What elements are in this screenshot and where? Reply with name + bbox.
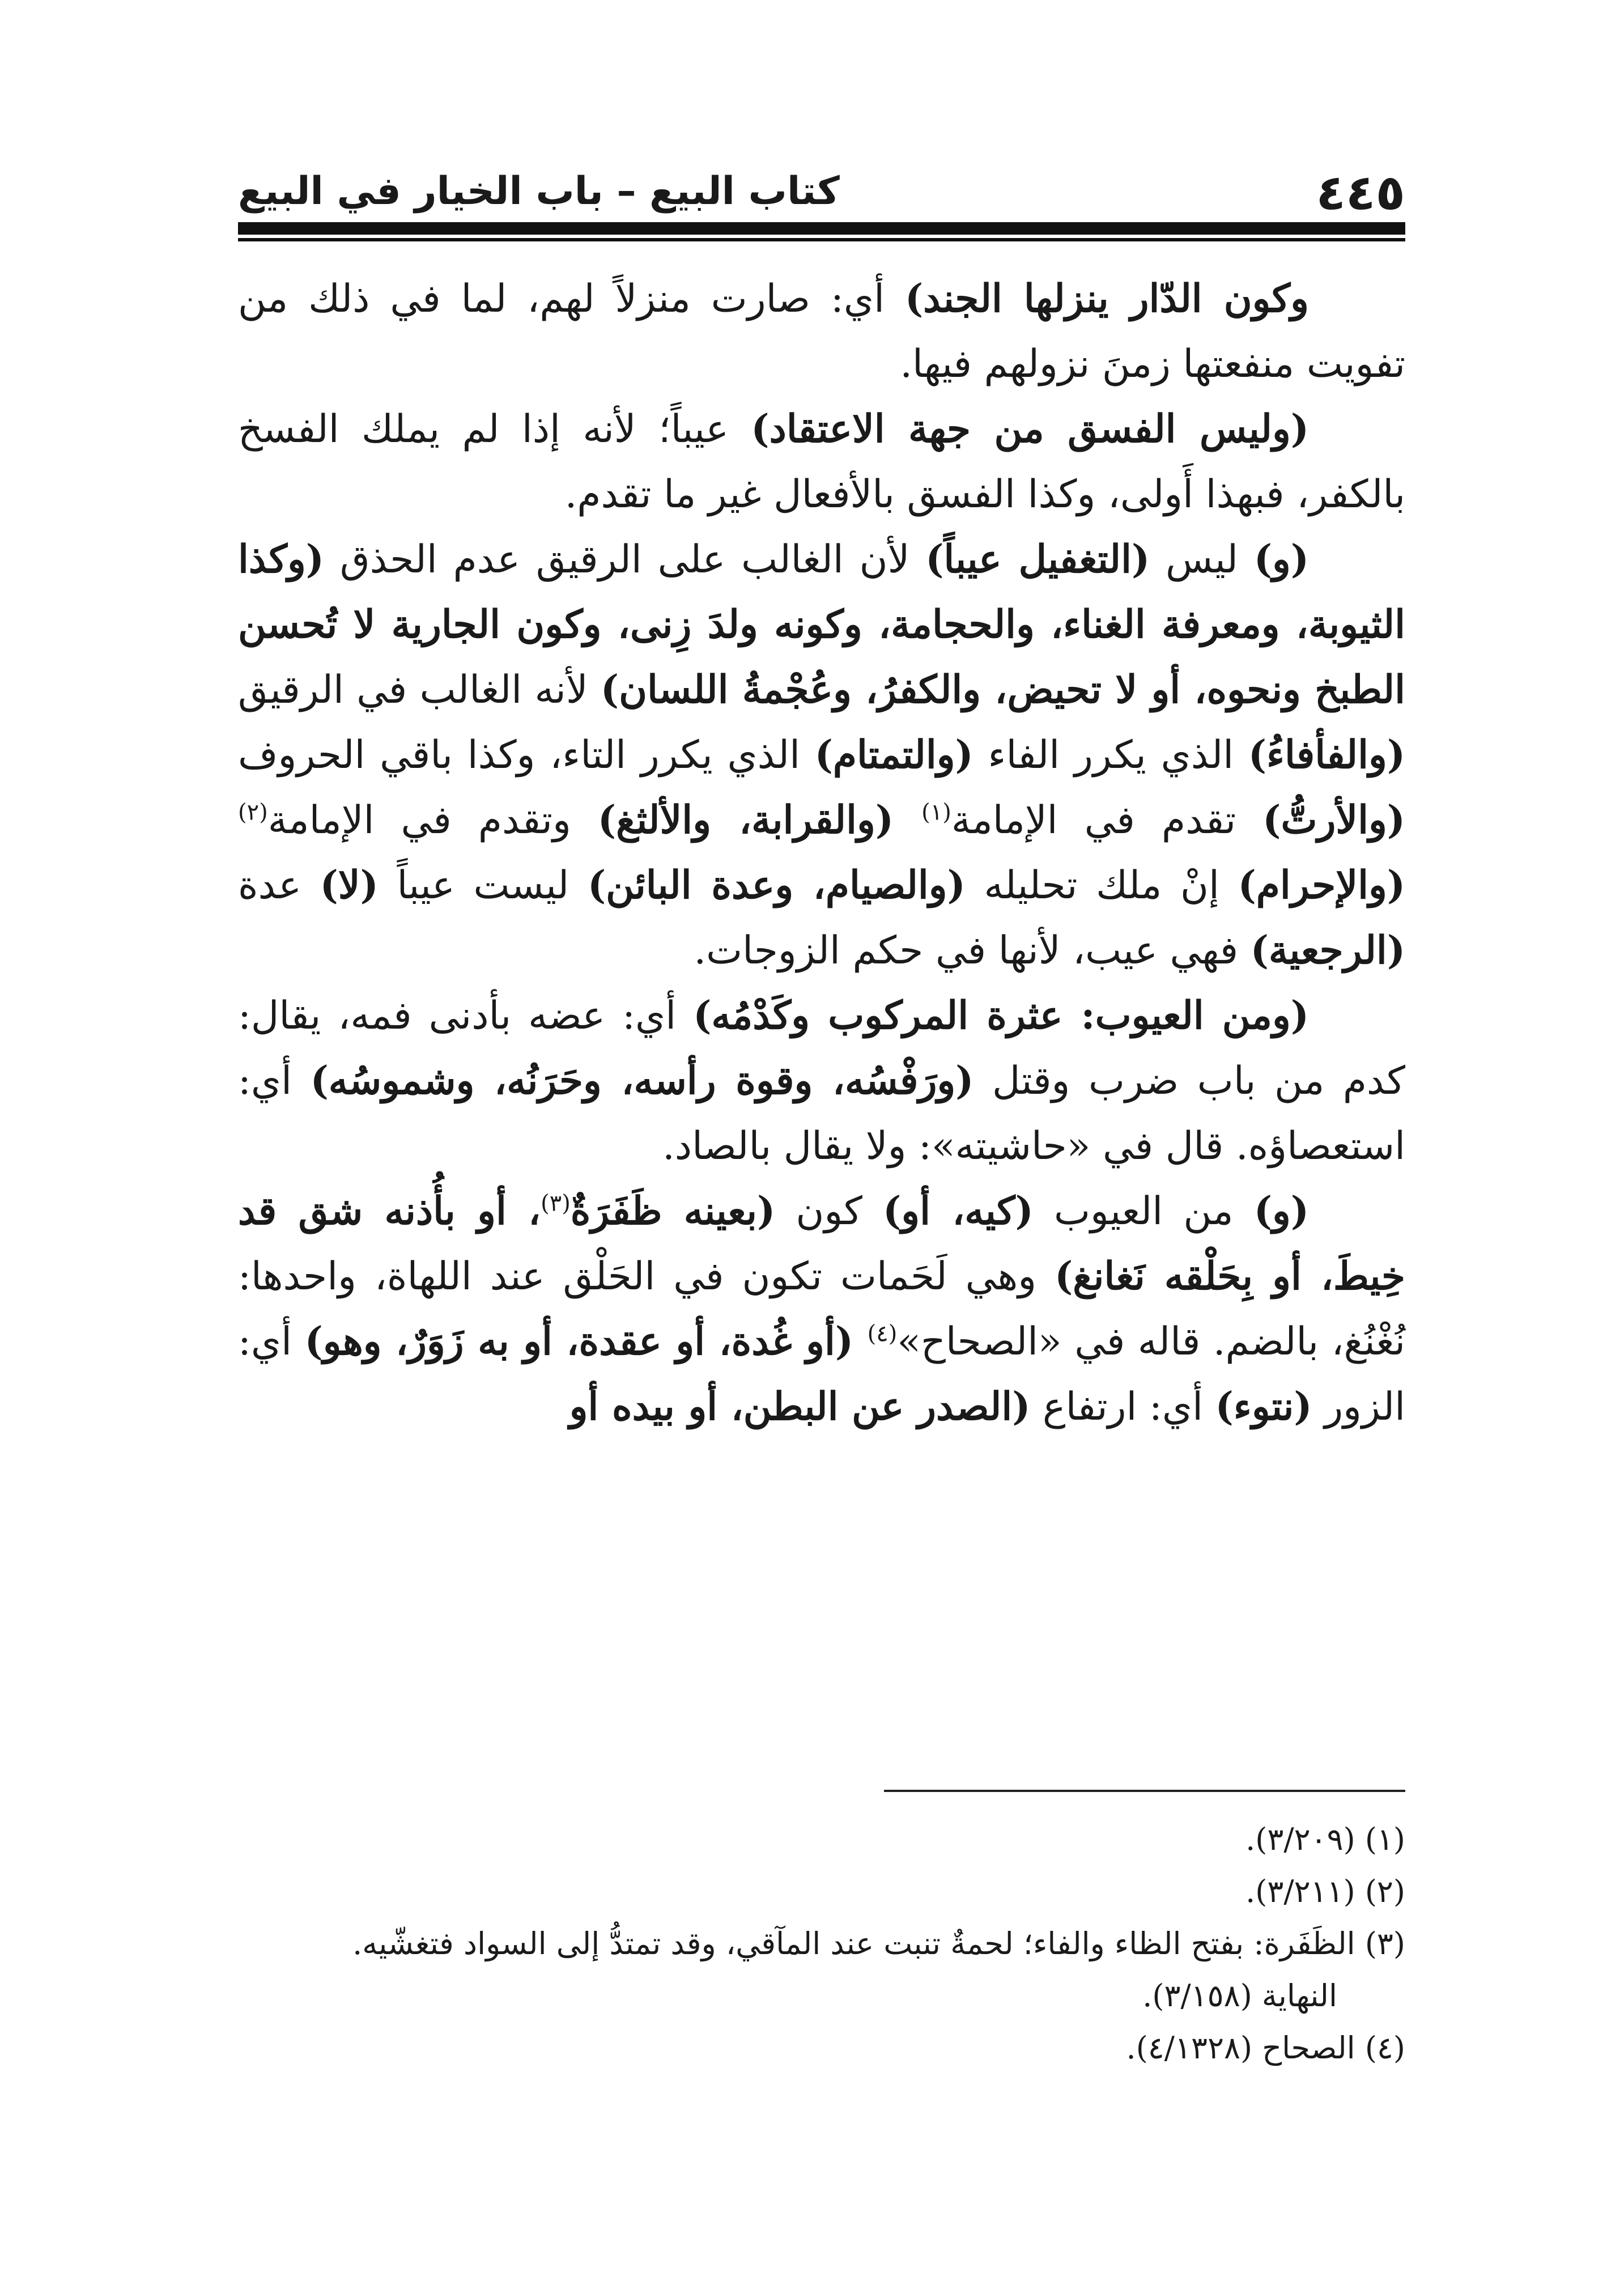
bold-phrase: (لا) — [320, 863, 379, 908]
paragraph-5 — [238, 1179, 1405, 1440]
bold-phrase: (أو غُدة، أو عقدة، أو به زَوَرٌ، وهو) — [304, 1319, 868, 1364]
paragraph-4 — [238, 983, 1405, 1179]
text-run: أي: استعصاؤه. قال في «حاشيته»: ولا يقال بالصاد. — [238, 1059, 1405, 1169]
text-run: أي: الزور — [238, 1319, 1405, 1429]
text-run: وتقدم في الإمامة — [267, 798, 598, 843]
bold-phrase: (والصيام، وعدة البائن) — [587, 863, 966, 908]
footnote-ref: (٤) — [867, 1320, 898, 1347]
bold-phrase: (بعينه ظَفَرَةٌ — [570, 1188, 776, 1234]
text-run: ليست عيباً — [378, 863, 588, 908]
bold-phrase: (والفأفاءُ) — [1248, 732, 1405, 778]
footnote-3: (٣) الظَفَرة: بفتح الظاء والفاء؛ لحمةٌ تنبت عند المآقي، وقد تمتدُّ إلى السواد فتغشّيه. — [352, 1926, 1405, 1961]
page-number: ٤٤٥ — [1316, 164, 1405, 221]
footnote-2: (٢) (٣/٢١١). — [1245, 1874, 1405, 1909]
header-rule-thick — [238, 222, 1405, 235]
text-run: لأنه الغالب في الرقيق — [238, 668, 601, 712]
bold-phrase: (و) — [1253, 537, 1310, 582]
text-run: أي: صارت منزلاً لهم، لما في ذلك من تفويت منفعتها زمنَ نزولهم فيها. — [238, 277, 1405, 387]
text-run: أي: عضه بأدنى فمه، يقال: كدم من باب ضرب وقتل — [238, 993, 1405, 1103]
bold-phrase: (الرجعية) — [1250, 928, 1405, 973]
text-run: كون — [775, 1189, 883, 1234]
text-run: فهي عيب، لأنها في حكم الزوجات. — [694, 928, 1251, 973]
text-run: ليس — [1150, 537, 1254, 582]
text-run: الذي يكرر التاء، وكذا باقي الحروف — [238, 733, 815, 778]
text-run: إنْ ملك تحليله — [965, 863, 1238, 908]
bold-phrase: وكون الدّار ينزلها الجند) — [904, 276, 1309, 321]
text-run: عيباً؛ لأنه إذا لم يملك الفسخ بالكفر، فبهذا أَولى، وكذا الفسق بالأفعال غير ما تقدم. — [238, 407, 1405, 517]
bold-phrase: (التغفيل عيباً) — [925, 537, 1150, 582]
bold-phrase: (والقرابة، والألثغ) — [597, 797, 922, 843]
running-title: كتاب البيع – باب الخيار في البيع — [238, 169, 840, 214]
bold-phrase: (ومن العيوب: عثرة المركوب وكَدْمُه) — [693, 993, 1309, 1038]
bold-phrase: (نتوء) — [1215, 1384, 1312, 1429]
text-run: لأن الغالب على الرقيق عدم الحذق — [324, 537, 926, 582]
bold-phrase: (ورَفْسُه، وقوة رأسه، وحَرَنُه، وشموسُه) — [310, 1058, 974, 1103]
text-run: أي: ارتفاع — [1030, 1385, 1215, 1429]
footnote-ref: (٣) — [541, 1190, 571, 1217]
bold-phrase: (كيه، أو) — [883, 1188, 1034, 1234]
bold-phrase: (والإحرام) — [1238, 863, 1406, 908]
paragraph-3 — [238, 527, 1405, 983]
header-rule-thin — [238, 238, 1405, 241]
bold-phrase: (و) — [1253, 1188, 1309, 1234]
main-text — [238, 266, 1405, 1440]
bold-phrase: (وكذا الثيوبة، ومعرفة الغناء، والحجامة، وكونه ولدَ زِنى، وكون الجارية لا تُحسن الطبخ ونحوه، أو لا تحيض، والكفرُ، وعُجْمةُ اللسان) — [238, 537, 1405, 712]
footnote-separator — [884, 1790, 1405, 1792]
page-header — [238, 153, 1405, 221]
bold-phrase: (الصدر عن البطن، أو بيده أو — [569, 1384, 1031, 1429]
footnote-4: (٤) الصحاح (٤/١٣٢٨). — [1126, 2030, 1405, 2066]
footnote-ref: (١) — [921, 799, 951, 826]
paragraph-2 — [238, 397, 1405, 527]
footnotes — [238, 1814, 1405, 2074]
text-run: وهي لَحَمات تكون في الحَلْق عند اللهاة، واحدها: نُغْنُغ، بالضم. قاله في «الصحاح» — [238, 1254, 1405, 1364]
paragraph-1 — [238, 266, 1405, 397]
text-run: تقدم في الإمامة — [951, 798, 1263, 843]
footnote-1: (١) (٣/٢٠٩). — [1245, 1821, 1405, 1857]
bold-phrase: (والتمتام) — [814, 732, 973, 778]
bold-phrase: (والأرتُّ) — [1262, 797, 1405, 843]
bold-phrase: ، أو بأُذنه شق قد خِيطَ، أو بِحَلْقه نَغانغ) — [238, 1188, 1405, 1299]
text-run: من العيوب — [1033, 1189, 1254, 1234]
bold-phrase: (وليس الفسق من جهة الاعتقاد) — [751, 406, 1310, 452]
footnote-3-continuation: النهاية (٣/١٥٨). — [1142, 1978, 1337, 2014]
text-run: عدة — [238, 863, 320, 908]
footnote-ref: (٢) — [238, 799, 268, 826]
text-run: الذي يكرر الفاء — [973, 733, 1248, 778]
